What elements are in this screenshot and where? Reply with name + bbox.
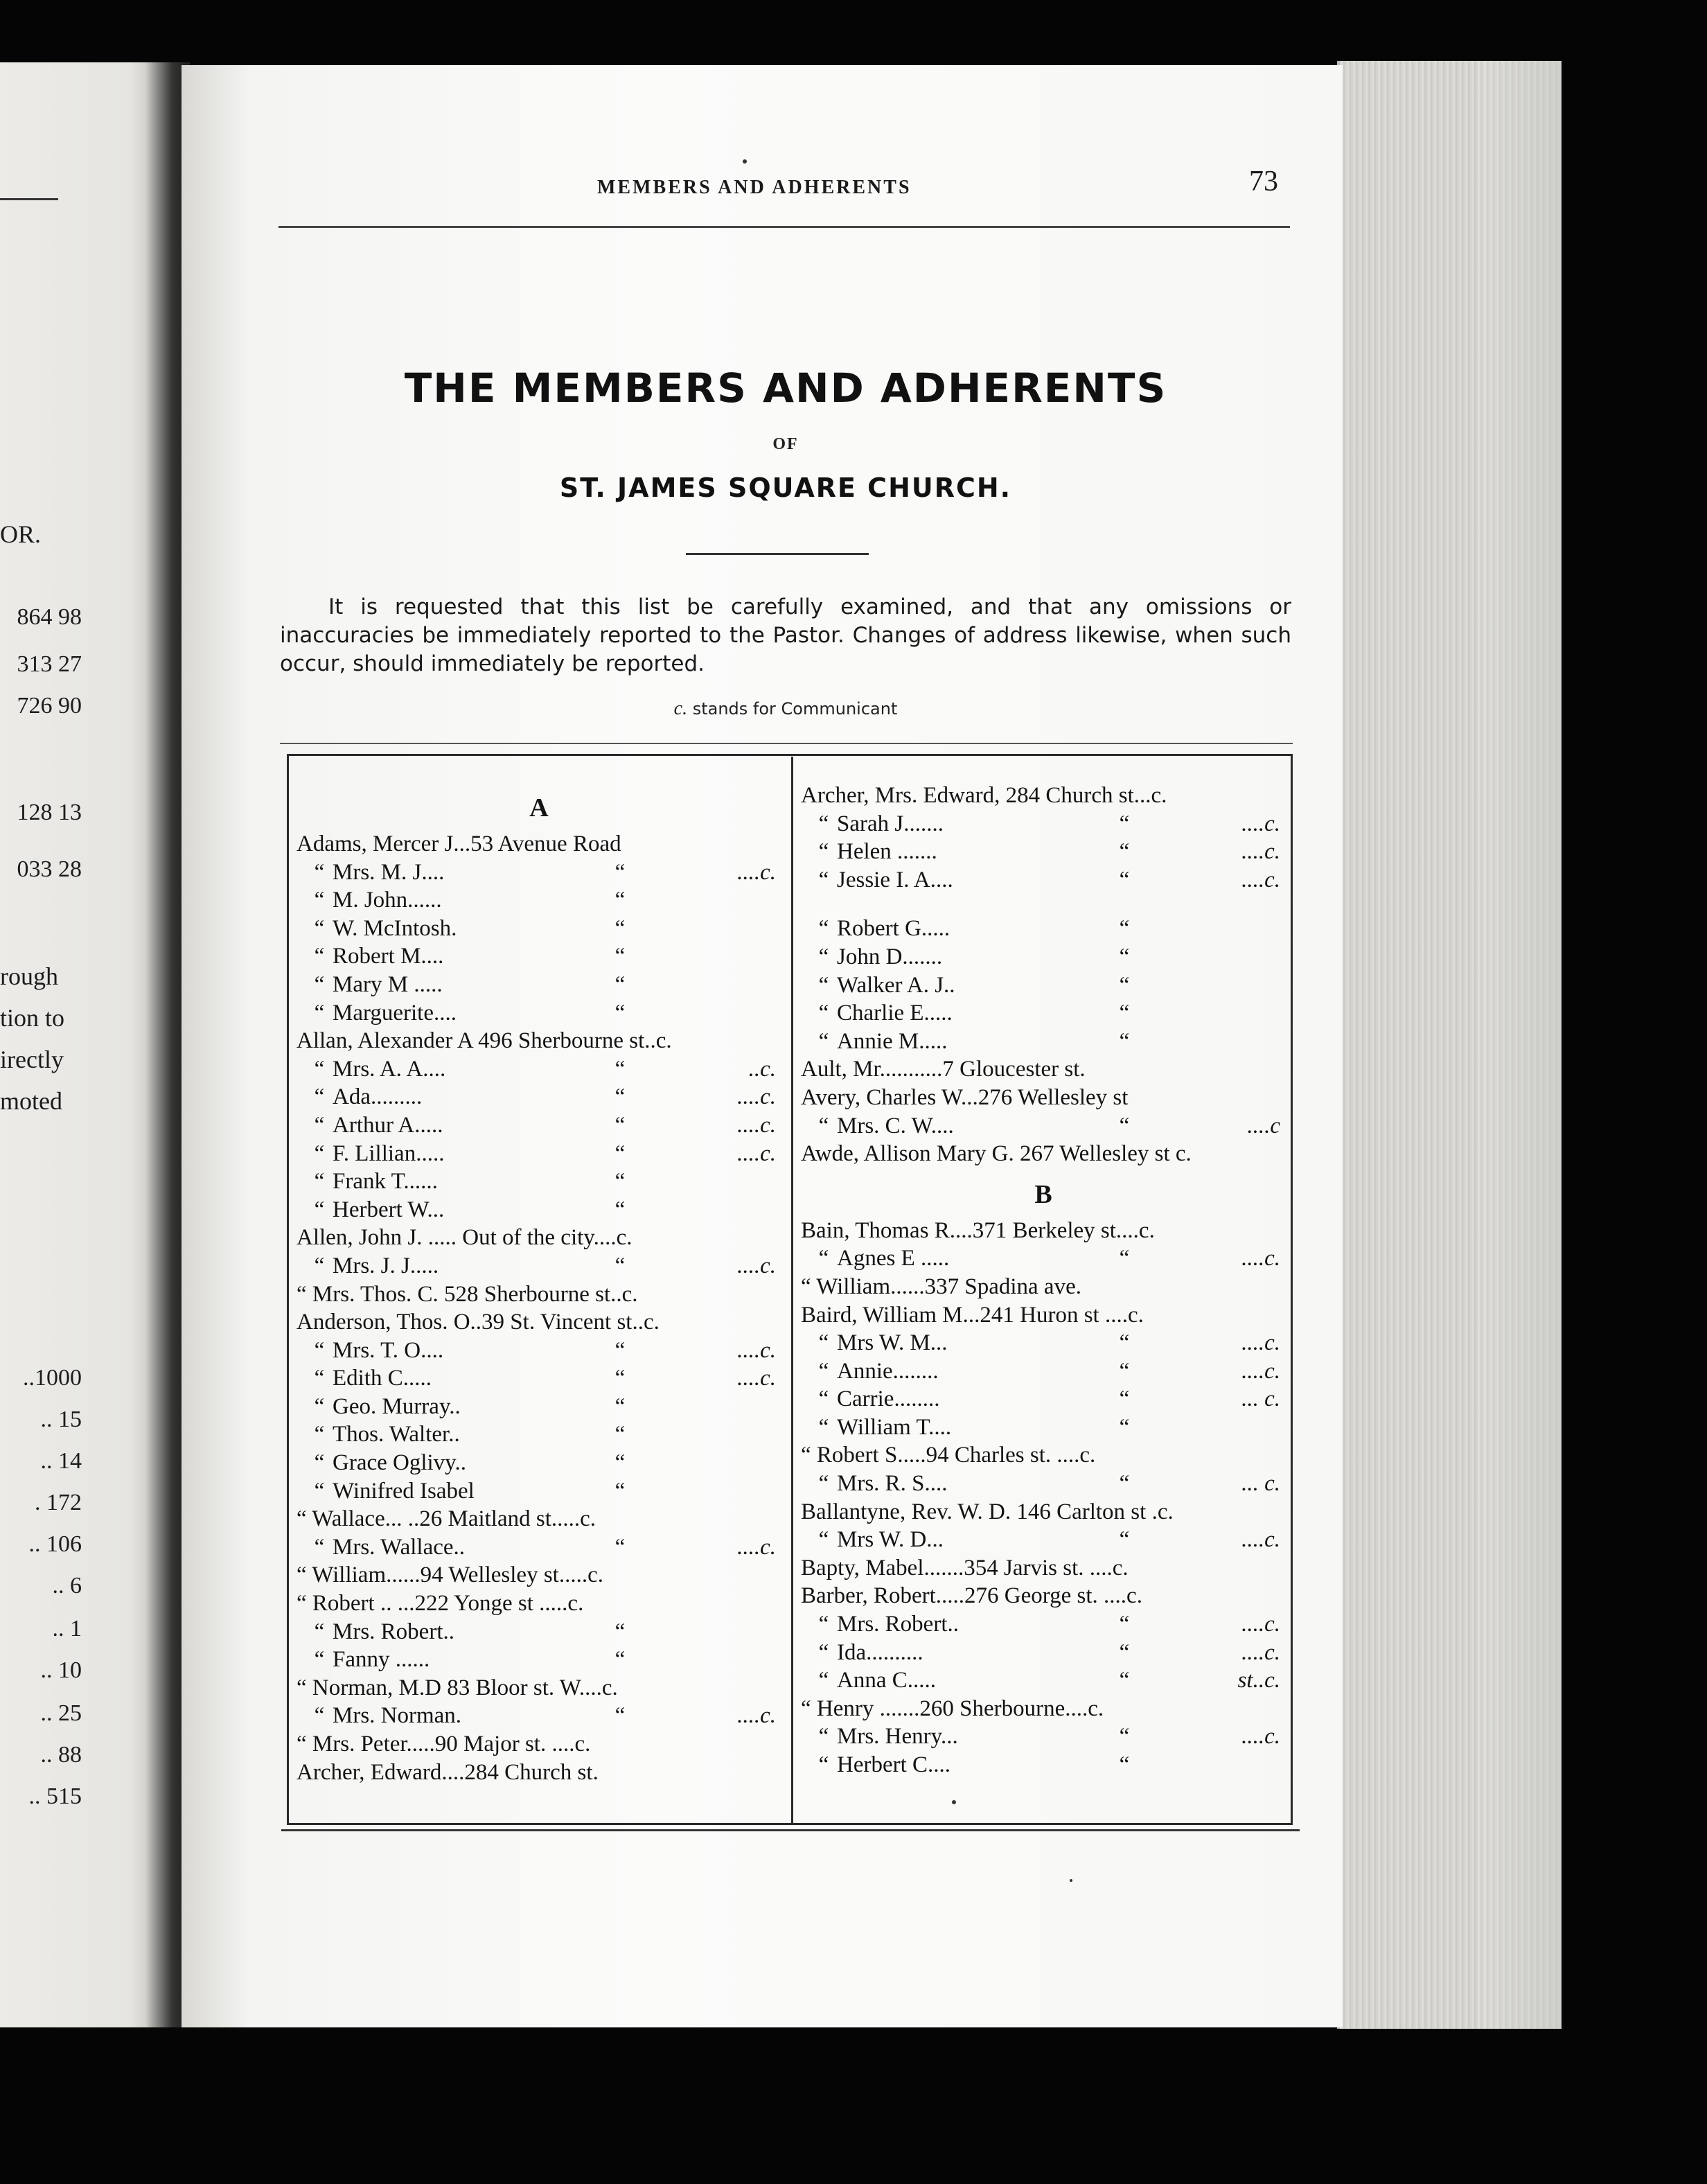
member-name: Winifred Isabel: [333, 1478, 475, 1504]
ditto-mark: “: [314, 1422, 325, 1447]
communicant-mark: ....c.: [1241, 1639, 1280, 1665]
member-address: “: [614, 944, 626, 969]
section-letter: B: [1034, 1179, 1052, 1209]
member-entry: Bain, Thomas R....371 Berkeley st....c.: [801, 1217, 1155, 1243]
member-entry: [297, 858, 781, 887]
member-entry: [297, 1196, 781, 1224]
member-entry: Bapty, Mabel.......354 Jarvis st. ....c.: [801, 1555, 1129, 1580]
communicant-mark: st..c.: [1237, 1668, 1280, 1693]
member-address: “: [614, 888, 626, 913]
member-entry: [297, 1140, 781, 1168]
member-name: Mrs W. D...: [837, 1527, 944, 1553]
ditto-mark: “: [314, 1393, 325, 1419]
facing-page-number: 726 90: [17, 693, 82, 719]
ditto-mark: “: [818, 867, 829, 892]
member-address: “: [614, 1084, 626, 1110]
facing-page-number: ..1000: [23, 1365, 82, 1391]
member-entry: [297, 942, 781, 971]
ditto-mark: “: [314, 915, 325, 941]
member-name: Mrs. Norman.: [333, 1703, 462, 1729]
members-column-left: [297, 782, 781, 1786]
member-address: “: [614, 1112, 626, 1138]
member-address: “: [614, 1000, 626, 1025]
member-entry: Allen, John J. ..... Out of the city....c.: [297, 1225, 633, 1251]
member-name: Mrs. C. W....: [837, 1113, 954, 1138]
member-address: “: [614, 1366, 626, 1391]
ditto-mark: “: [314, 1703, 325, 1729]
member-name: Jessie I. A....: [837, 867, 953, 892]
communicant-mark: ....c.: [1241, 1246, 1280, 1271]
member-entry: Archer, Edward....284 Church st.: [297, 1759, 599, 1785]
ditto-mark: “: [314, 1647, 325, 1673]
member-name: Grace Oglivy..: [333, 1450, 467, 1476]
member-entry: Ault, Mr...........7 Gloucester st.: [801, 1057, 1086, 1082]
ditto-mark: “: [818, 1612, 829, 1637]
member-address: “: [614, 1534, 626, 1560]
member-entry: [297, 1393, 781, 1421]
member-address: “: [614, 1647, 626, 1673]
communicant-note: [277, 698, 1294, 720]
member-entry: [297, 1449, 781, 1477]
ink-speck: [952, 1800, 956, 1804]
member-name: Mrs. Robert..: [837, 1612, 959, 1637]
member-name: W. McIntosh.: [333, 915, 457, 941]
member-entry: Adams, Mercer J...53 Avenue Road: [297, 831, 621, 856]
ditto-mark: “: [818, 1414, 829, 1440]
member-address: “: [1119, 1414, 1130, 1440]
member-address: “: [614, 1422, 626, 1447]
facing-page-text: OR.: [0, 520, 42, 548]
member-address: “: [1119, 811, 1130, 836]
table-bottom-rule: [281, 1829, 1300, 1831]
member-entry: [801, 971, 1286, 1000]
facing-page-number: 128 13: [17, 800, 82, 825]
member-address: “: [614, 1450, 626, 1476]
member-entry: [297, 1083, 781, 1111]
facing-page-number: 033 28: [17, 856, 82, 882]
running-head: MEMBERS AND ADHERENTS: [597, 177, 912, 198]
member-entry: [297, 1618, 781, 1646]
member-name: Mrs. J. J.....: [333, 1253, 439, 1278]
member-entry: [801, 810, 1286, 838]
member-entry: [297, 1477, 781, 1506]
member-entry: [801, 1028, 1286, 1056]
member-name: Robert M....: [333, 944, 444, 969]
communicant-mark: ... c.: [1241, 1386, 1280, 1412]
communicant-mark: ....c.: [1241, 1330, 1280, 1356]
facing-page-text: irectly: [0, 1046, 64, 1073]
facing-page-rule: [0, 198, 58, 200]
member-entry: Avery, Charles W...276 Wellesley st: [801, 1084, 1129, 1110]
member-address: “: [1119, 916, 1130, 942]
communicant-mark: ....c: [1247, 1113, 1280, 1138]
member-name: Ida..........: [837, 1639, 923, 1665]
member-entry: [297, 1252, 781, 1280]
title-of: OF: [772, 435, 799, 453]
member-name: Agnes E .....: [837, 1246, 950, 1271]
member-address: “: [1119, 1330, 1130, 1356]
ditto-mark: “: [818, 916, 829, 942]
member-entry: Anderson, Thos. O..39 St. Vincent st..c.: [297, 1310, 660, 1335]
ditto-mark: “: [818, 1358, 829, 1384]
member-address: “: [614, 1619, 626, 1644]
member-entry: [297, 1168, 781, 1196]
member-name: M. John......: [333, 888, 442, 913]
ditto-mark: “: [818, 972, 829, 998]
member-entry: [801, 866, 1286, 895]
communicant-mark: ... c.: [1241, 1471, 1280, 1497]
ditto-mark: “: [818, 811, 829, 836]
member-name: Mrs. R. S....: [837, 1471, 948, 1497]
communicant-mark: ....c.: [737, 1253, 776, 1278]
member-name: Mary M .....: [333, 971, 443, 997]
member-address: “: [1119, 867, 1130, 892]
member-name: Herbert C....: [837, 1752, 951, 1777]
member-address: “: [1119, 1358, 1130, 1384]
ditto-mark: “: [314, 1169, 325, 1195]
communicant-mark: ..c.: [748, 1056, 776, 1082]
member-entry: [297, 1111, 781, 1140]
ditto-mark: “: [314, 1056, 325, 1082]
member-address: “: [1119, 1527, 1130, 1553]
member-address: “: [1119, 1724, 1130, 1750]
members-column-right: [801, 782, 1286, 1779]
member-entry: “ Mrs. Thos. C. 528 Sherbourne st..c.: [297, 1281, 638, 1307]
table-top-rule: [280, 743, 1293, 744]
communicant-mark: ....c.: [737, 859, 776, 885]
member-entry: Barber, Robert.....276 George st. ....c.: [801, 1583, 1142, 1609]
member-name: Marguerite....: [333, 1000, 457, 1025]
facing-page-number: .. 88: [40, 1742, 82, 1768]
header-rule: [278, 226, 1290, 228]
member-entry: [297, 1055, 781, 1084]
ink-speck: [743, 159, 747, 164]
member-entry: [801, 1470, 1286, 1498]
member-entry: “ Mrs. Peter.....90 Major st. ....c.: [297, 1732, 591, 1756]
member-address: “: [1119, 972, 1130, 998]
member-name: Thos. Walter..: [333, 1422, 460, 1447]
communicant-mark: ....c.: [737, 1337, 776, 1363]
ditto-mark: “: [314, 1478, 325, 1504]
ditto-mark: “: [314, 1619, 325, 1644]
member-address: “: [614, 1056, 626, 1082]
member-address: “: [614, 1253, 626, 1278]
member-address: “: [1119, 839, 1130, 865]
page-title: THE MEMBERS AND ADHERENTS: [404, 364, 1167, 412]
member-entry: [801, 1751, 1286, 1779]
ditto-mark: “: [818, 1639, 829, 1665]
member-name: Robert G.....: [837, 916, 950, 942]
member-entry: [297, 915, 781, 943]
ditto-mark: “: [818, 1028, 829, 1054]
ditto-mark: “: [314, 1337, 325, 1363]
communicant-mark: ....c.: [1241, 811, 1280, 836]
member-name: Arthur A.....: [333, 1112, 443, 1138]
church-name: ST. JAMES SQUARE CHURCH.: [559, 473, 1012, 503]
member-entry: [801, 1357, 1286, 1386]
member-entry: [297, 1364, 781, 1393]
ditto-mark: “: [314, 1253, 325, 1278]
row-gap: [801, 894, 1286, 915]
member-address: “: [614, 1169, 626, 1195]
facing-page-text: moted: [0, 1087, 62, 1115]
member-entry: [801, 1610, 1286, 1639]
ditto-mark: “: [818, 1724, 829, 1750]
facing-page-number: .. 1: [52, 1616, 82, 1641]
member-address: “: [614, 971, 626, 997]
ditto-mark: “: [314, 1450, 325, 1476]
title-rule: [686, 553, 869, 555]
communicant-mark: ....c.: [737, 1703, 776, 1729]
ditto-mark: “: [818, 1001, 829, 1026]
member-entry: [297, 1420, 781, 1449]
ditto-mark: “: [314, 1112, 325, 1138]
communicant-note-text: stands for Communicant: [692, 699, 898, 719]
ditto-mark: “: [314, 859, 325, 885]
ditto-mark: “: [314, 888, 325, 913]
member-entry: [297, 999, 781, 1028]
facing-page-text: rough: [0, 962, 58, 990]
ditto-mark: “: [818, 1752, 829, 1777]
member-address: “: [614, 1393, 626, 1419]
member-name: Annie M.....: [837, 1028, 948, 1054]
communicant-mark: ....c.: [1241, 839, 1280, 865]
member-name: John D.......: [837, 944, 943, 969]
member-entry: [801, 999, 1286, 1028]
ditto-mark: “: [818, 1527, 829, 1553]
member-name: Charlie E.....: [837, 1001, 953, 1026]
communicant-mark: ....c.: [737, 1366, 776, 1391]
member-address: “: [614, 859, 626, 885]
member-name: Edith C.....: [333, 1366, 432, 1391]
ditto-mark: “: [314, 1141, 325, 1166]
member-address: “: [1119, 1386, 1130, 1412]
facing-page-number: .. 106: [28, 1531, 82, 1557]
ditto-mark: “: [818, 1330, 829, 1356]
facing-page-number: . 172: [35, 1490, 82, 1515]
section-letter: A: [529, 793, 549, 822]
member-entry: [297, 886, 781, 915]
ditto-mark: “: [314, 1534, 325, 1560]
member-address: “: [1119, 1752, 1130, 1777]
facing-page-number: .. 14: [40, 1448, 82, 1474]
member-entry: “ Norman, M.D 83 Bloor st. W....c.: [297, 1675, 618, 1700]
facing-page-number: .. 10: [40, 1657, 82, 1683]
member-address: “: [1119, 1668, 1130, 1693]
communicant-symbol: c.: [673, 698, 688, 719]
member-name: Mrs. Wallace..: [333, 1534, 466, 1560]
member-name: Anna C.....: [837, 1668, 936, 1693]
facing-page-number: .. 515: [28, 1784, 82, 1809]
member-address: “: [1119, 1639, 1130, 1665]
member-address: “: [1119, 1001, 1130, 1026]
member-name: Mrs. M. J....: [333, 859, 445, 885]
member-entry: [297, 1646, 781, 1674]
intro-paragraph: It is requested that this list be carefully examined, and that any omissions or inaccuracies be immediately reported to the Pastor. Changes of address likewise, when such occur, should immediately be reported.: [280, 595, 1291, 676]
member-entry: Allan, Alexander A 496 Sherbourne st..c.: [297, 1028, 672, 1054]
communicant-mark: ....c.: [1241, 1724, 1280, 1750]
member-entry: [801, 943, 1286, 971]
ditto-mark: “: [818, 1113, 829, 1138]
member-entry: [297, 1337, 781, 1365]
member-entry: Baird, William M...241 Huron st ....c.: [801, 1302, 1144, 1328]
ditto-mark: “: [314, 971, 325, 997]
ditto-mark: “: [818, 1668, 829, 1693]
member-address: “: [1119, 1612, 1130, 1637]
member-name: Geo. Murray..: [333, 1393, 461, 1419]
ditto-mark: “: [314, 1000, 325, 1025]
facing-page-number: 864 98: [17, 604, 82, 630]
member-entry: [297, 971, 781, 999]
member-entry: “ William......337 Spadina ave.: [801, 1274, 1081, 1299]
member-name: William T....: [837, 1414, 952, 1440]
member-name: Walker A. J..: [837, 972, 955, 998]
facing-page-number: .. 6: [52, 1573, 82, 1599]
communicant-mark: ....c.: [737, 1084, 776, 1110]
member-entry: “ Wallace... ..26 Maitland st.....c.: [297, 1506, 596, 1532]
member-address: “: [1119, 1471, 1130, 1497]
member-entry: “ Robert S.....94 Charles st. ....c.: [801, 1443, 1096, 1468]
ditto-mark: “: [818, 1386, 829, 1412]
ink-speck: [1070, 1879, 1072, 1882]
member-address: “: [614, 1337, 626, 1363]
member-address: “: [614, 915, 626, 941]
ditto-mark: “: [314, 1366, 325, 1391]
page-edges: [1337, 61, 1562, 2029]
member-name: Mrs. Robert..: [333, 1619, 454, 1644]
ditto-mark: “: [818, 839, 829, 865]
member-name: Helen .......: [837, 839, 937, 865]
member-name: Mrs. A. A....: [333, 1056, 446, 1082]
member-entry: [801, 1385, 1286, 1414]
facing-page-number: .. 25: [40, 1700, 82, 1726]
member-entry: [801, 1666, 1286, 1695]
member-entry: [801, 1526, 1286, 1554]
member-name: Frank T......: [333, 1169, 438, 1195]
member-entry: [801, 1329, 1286, 1357]
facing-page-number: 313 27: [17, 651, 82, 677]
facing-page-number: .. 15: [40, 1407, 82, 1432]
ditto-mark: “: [314, 1084, 325, 1110]
member-entry: [801, 1639, 1286, 1667]
member-address: “: [614, 1197, 626, 1222]
communicant-mark: ....c.: [1241, 1358, 1280, 1384]
member-name: F. Lillian.....: [333, 1141, 445, 1166]
page-number: 73: [1249, 166, 1278, 197]
ditto-mark: “: [818, 1471, 829, 1497]
member-entry: [801, 1414, 1286, 1442]
member-entry: [801, 915, 1286, 943]
member-entry: “ William......94 Wellesley st.....c.: [297, 1562, 603, 1588]
member-address: “: [614, 1141, 626, 1166]
member-name: Carrie........: [837, 1386, 940, 1412]
member-entry: [297, 1702, 781, 1730]
communicant-mark: ....c.: [1241, 1612, 1280, 1637]
member-entry: [297, 1533, 781, 1562]
member-entry: [801, 1723, 1286, 1751]
member-address: “: [1119, 1028, 1130, 1054]
member-entry: “ Henry .......260 Sherbourne....c.: [801, 1696, 1104, 1721]
member-address: “: [1119, 944, 1130, 969]
communicant-mark: ....c.: [1241, 1527, 1280, 1553]
member-address: “: [1119, 1113, 1130, 1138]
member-name: Herbert W...: [333, 1197, 445, 1222]
member-entry: Archer, Mrs. Edward, 284 Church st...c.: [801, 783, 1167, 808]
member-address: “: [1119, 1246, 1130, 1271]
communicant-mark: ....c.: [737, 1141, 776, 1166]
ditto-mark: “: [314, 944, 325, 969]
member-name: Mrs W. M...: [837, 1330, 948, 1356]
member-entry: [801, 1244, 1286, 1273]
ditto-mark: “: [314, 1197, 325, 1222]
member-name: Ada.........: [333, 1084, 423, 1110]
member-address: “: [614, 1703, 626, 1729]
member-entry: [801, 838, 1286, 866]
member-name: Fanny ......: [333, 1647, 430, 1673]
column-divider: [791, 757, 793, 1824]
facing-page-text: tion to: [0, 1004, 65, 1032]
ditto-mark: “: [818, 1246, 829, 1271]
member-entry: “ Robert .. ...222 Yonge st .....c.: [297, 1591, 584, 1617]
member-name: Mrs. Henry...: [837, 1724, 958, 1750]
member-name: Mrs. T. O....: [333, 1337, 444, 1363]
communicant-mark: ....c.: [737, 1112, 776, 1138]
member-name: Sarah J.......: [837, 811, 944, 836]
ditto-mark: “: [818, 944, 829, 969]
member-entry: Awde, Allison Mary G. 267 Wellesley st c.: [801, 1141, 1192, 1167]
member-entry: Ballantyne, Rev. W. D. 146 Carlton st .c.: [801, 1499, 1174, 1524]
communicant-mark: ....c.: [737, 1534, 776, 1560]
communicant-mark: ....c.: [1241, 867, 1280, 892]
member-entry: [801, 1112, 1286, 1141]
member-address: “: [614, 1478, 626, 1504]
member-name: Annie........: [837, 1358, 939, 1384]
